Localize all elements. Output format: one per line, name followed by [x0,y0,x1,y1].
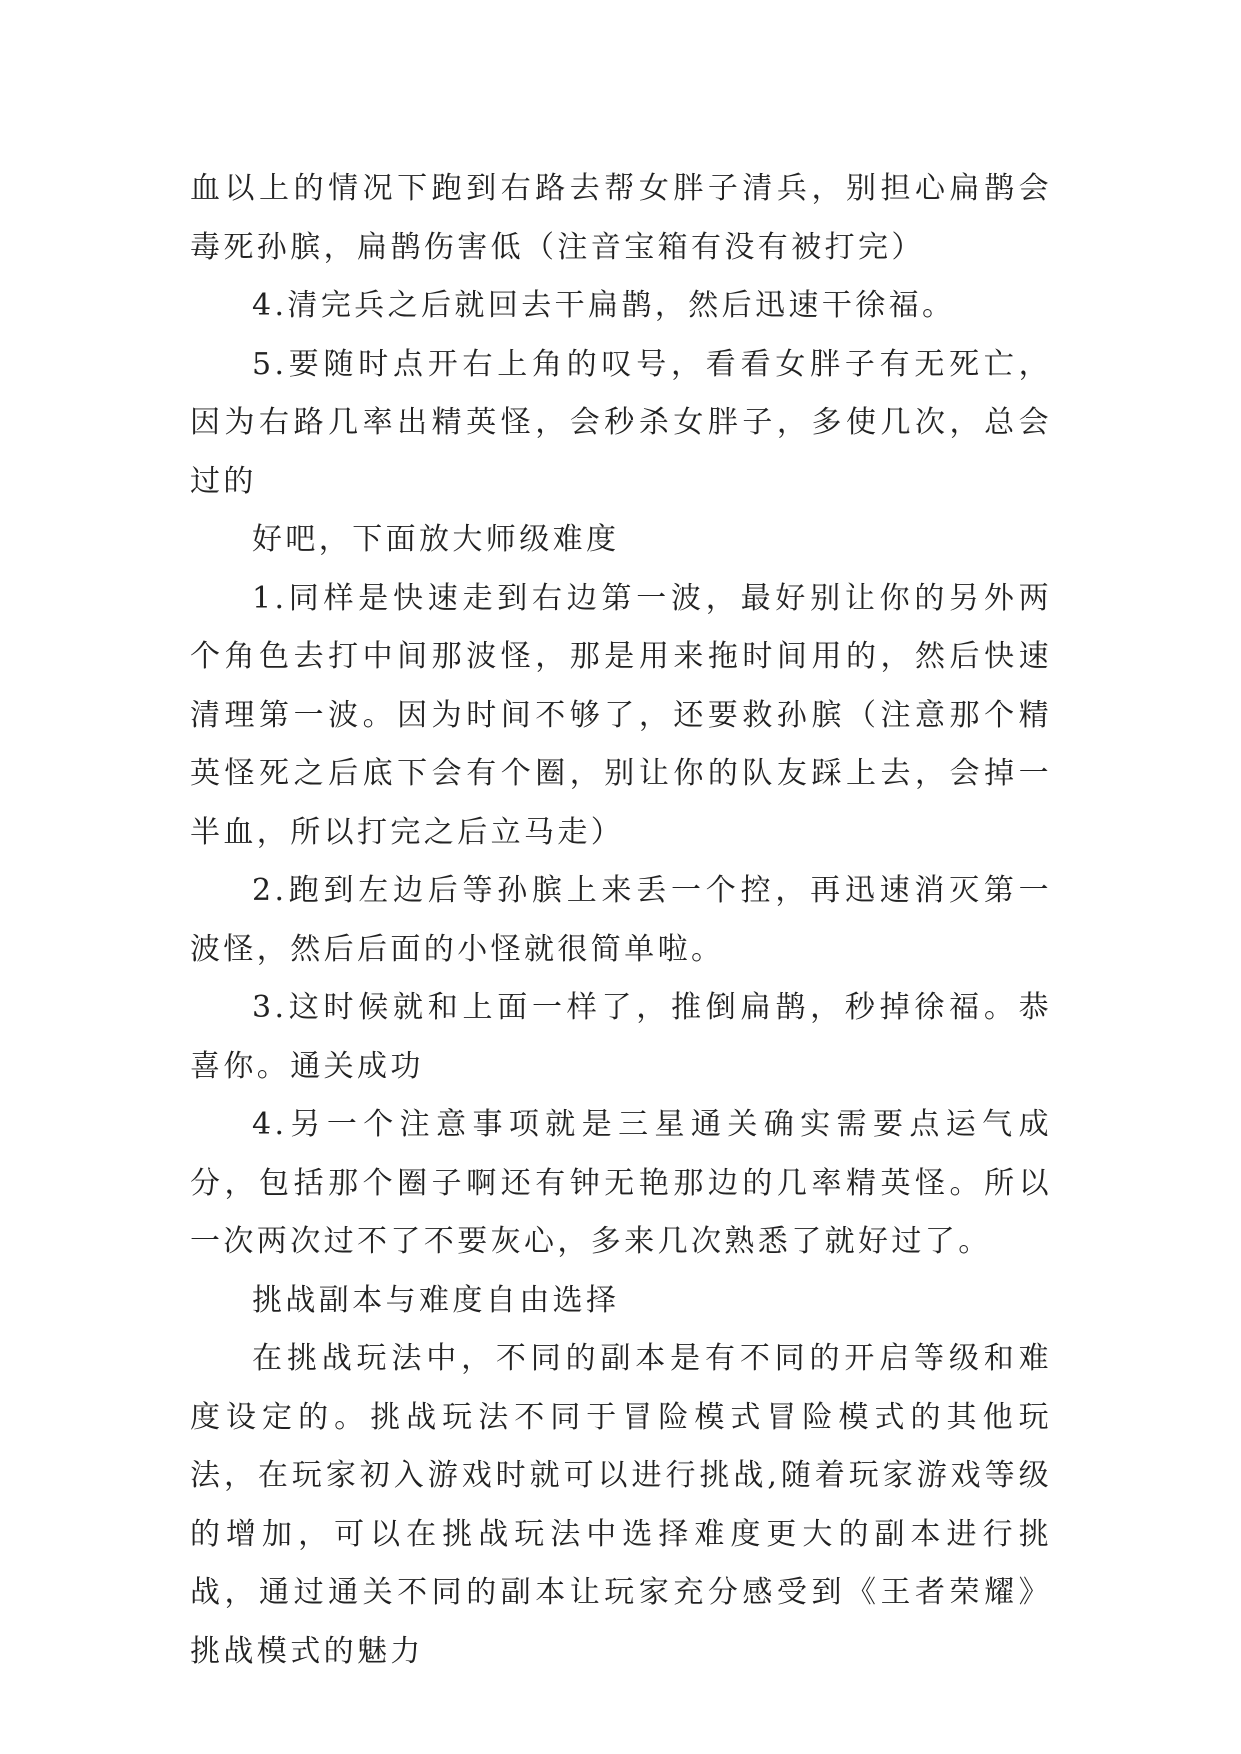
paragraph: 5.要随时点开右上角的叹号，看看女胖子有无死亡，因为右路几率出精英怪，会秒杀女胖子，多使几次，总会过的 [190,346,1052,499]
document-body [190,160,1052,1681]
paragraph: 好吧，下面放大师级难度 [252,522,620,557]
paragraph: 4.另一个注意事项就是三星通关确实需要点运气成分，包括那个圈子啊还有钟无艳那边的几率精英怪。所以一次两次过不了不要灰心，多来几次熟悉了就好过了。 [190,1107,1052,1259]
section-heading: 挑战副本与难度自由选择 [252,1282,620,1318]
paragraph: 4.清完兵之后就回去干扁鹊，然后迅速干徐福。 [252,288,956,323]
paragraph: 2.跑到左边后等孙膑上来丢一个控，再迅速消灭第一波怪，然后后面的小怪就很简单啦。 [190,873,1052,967]
paragraph: 在挑战玩法中，不同的副本是有不同的开启等级和难度设定的。挑战玩法不同于冒险模式冒险模式的其他玩法，在玩家初入游戏时就可以进行挑战,随着玩家游戏等级的增加，可以在挑战玩法中选择难度更大的副本进行挑战，通过通关不同的副本让玩家充分感受到《王者荣耀》挑战模式的魅力 [190,1341,1052,1669]
paragraph: 1.同样是快速走到右边第一波，最好别让你的另外两个角色去打中间那波怪，那是用来拖时间用的，然后快速清理第一波。因为时间不够了，还要救孙膑（注意那个精英怪死之后底下会有个圈，别让你的队友踩上去，会掉一半血，所以打完之后立马走） [190,580,1052,850]
paragraph: 3.这时候就和上面一样了，推倒扁鹊，秒掉徐福。恭喜你。通关成功 [190,990,1052,1084]
paragraph: 血以上的情况下跑到右路去帮女胖子清兵，别担心扁鹊会毒死孙膑，扁鹊伤害低（注音宝箱有没有被打完） [190,171,1052,265]
